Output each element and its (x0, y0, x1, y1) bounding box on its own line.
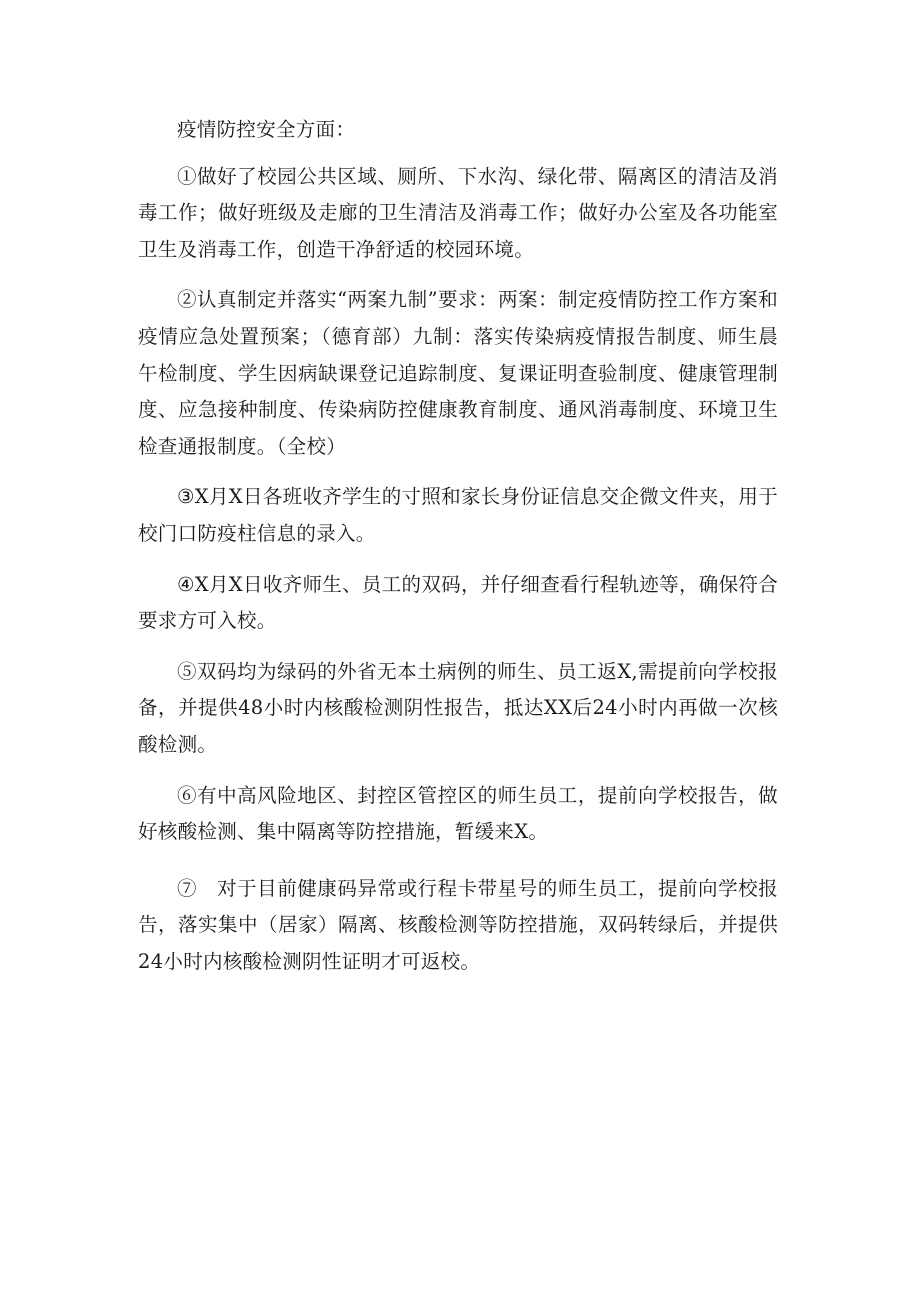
paragraph-1: ①做好了校园公共区域、厕所、下水沟、绿化带、隔离区的清洁及消毒工作；做好班级及走廊的卫生清洁及消毒工作；做好办公室及各功能室卫生及消毒工作，创造干净舒适的校园环境。 (138, 164, 778, 261)
document-body (138, 112, 778, 980)
paragraph-5: ⑤双码均为绿码的外省无本土病例的师生、员工返X,需提前向学校报备，并提供48小时内核酸检测阴性报告，抵达XX后24小时内再做一次核酸检测。 (138, 659, 778, 756)
paragraph-7: ⑦ 对于目前健康码异常或行程卡带星号的师生员工，提前向学校报告，落实集中（居家）隔离、核酸检测等防控措施，双码转绿后，并提供24小时内核酸检测阴性证明才可返校。 (138, 876, 778, 973)
paragraph-4: ④X月X日收齐师生、员工的双码，并仔细查看行程轨迹等，确保符合要求方可入校。 (138, 572, 778, 633)
paragraph-2: ②认真制定并落实“两案九制”要求：两案：制定疫情防控工作方案和疫情应急处置预案；（德育部）九制：落实传染病疫情报告制度、师生晨午检制度、学生因病缺课登记追踪制度、复课证明查验制度、健康管理制度、应急接种制度、传染病防控健康教育制度、通风消毒制度、环境卫生检查通报制度。（全校） (138, 288, 778, 458)
paragraph-3: ③X月X日各班收齐学生的寸照和家长身份证信息交企微文件夹，用于校门口防疫柱信息的录入。 (138, 485, 778, 545)
paragraph-6: ⑥有中高风险地区、封控区管控区的师生员工，提前向学校报告，做好核酸检测、集中隔离等防控措施，暂缓来X。 (138, 783, 778, 844)
section-heading: 疫情防控安全方面： (177, 118, 356, 141)
